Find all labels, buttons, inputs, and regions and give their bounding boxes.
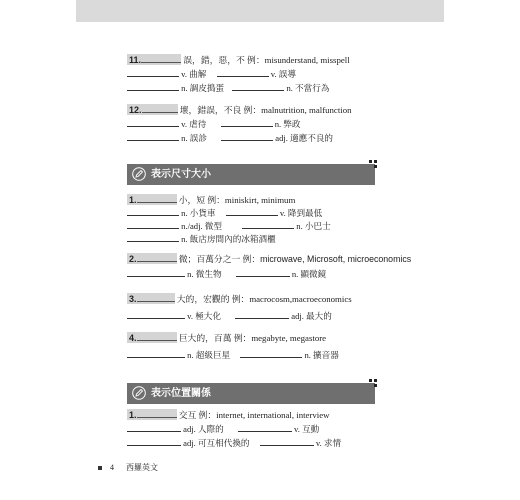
prefix-number: 1. xyxy=(127,194,177,205)
prefix-example: 例：miniskirt, minimum xyxy=(207,195,296,205)
prefix-number: 12. xyxy=(127,104,178,115)
exercise-line: n. 超級巨星 n. 擴音器 xyxy=(127,349,339,360)
answer-blank[interactable] xyxy=(127,268,185,277)
exercise-line: adj. 人際的 v. 互動 xyxy=(127,423,319,434)
prefix-heading-4 xyxy=(127,332,326,343)
answer-blank[interactable] xyxy=(127,437,181,446)
page-number: 4 xyxy=(110,463,114,472)
exercise-line: adj. 可互相代換的 v. 求情 xyxy=(127,437,341,448)
answer-blank[interactable] xyxy=(260,437,314,446)
prefix-example: 例：internet, international, interview xyxy=(198,410,330,420)
prefix-meaning: 大的，宏觀的 xyxy=(176,294,230,304)
prefix-heading-inter xyxy=(127,409,329,420)
answer-blank[interactable] xyxy=(238,423,292,432)
prefix-example: 例：macrocosm,macroeconomics xyxy=(231,294,352,304)
prefix-example: 例：malnutrition, malfunction xyxy=(243,105,352,115)
prefix-example: 例：megabyte, megastore xyxy=(233,333,327,343)
prefix-meaning: 壞，錯誤，不良 xyxy=(179,105,242,115)
answer-blank[interactable] xyxy=(236,268,290,277)
prefix-meaning: 誤，錯，惡，不 xyxy=(183,55,245,65)
exercise-line: v. 曲解 v. 誤導 xyxy=(127,68,296,79)
prefix-number: 1. xyxy=(127,409,177,420)
answer-blank[interactable] xyxy=(127,310,185,319)
answer-blank[interactable] xyxy=(127,68,179,77)
page-footer xyxy=(98,462,158,473)
answer-blank[interactable] xyxy=(221,118,273,127)
prefix-meaning: 小，短 xyxy=(178,195,206,205)
pencil-icon xyxy=(132,167,146,181)
answer-blank[interactable] xyxy=(127,220,179,229)
prefix-heading-2 xyxy=(127,253,411,264)
exercise-line: n. 調皮搗蛋 n. 不當行為 xyxy=(127,82,329,93)
exercise-line: n. 飯店房間內的冰箱酒櫃 xyxy=(127,233,276,244)
corner-decoration xyxy=(369,160,379,170)
answer-blank[interactable] xyxy=(127,118,179,127)
prefix-example: 例：misunderstand, misspell xyxy=(247,55,350,65)
bullet-icon xyxy=(98,466,102,470)
answer-blank[interactable] xyxy=(127,82,179,91)
answer-blank[interactable] xyxy=(240,349,302,358)
pencil-icon xyxy=(132,386,146,400)
prefix-number: 2. xyxy=(127,253,177,264)
answer-blank[interactable] xyxy=(127,207,179,216)
prefix-number: 4. xyxy=(127,332,177,343)
exercise-line: n. 微生物 n. 顯微鏡 xyxy=(127,268,326,279)
answer-blank[interactable] xyxy=(242,220,294,229)
answer-blank[interactable] xyxy=(232,82,284,91)
prefix-heading-12 xyxy=(127,104,352,115)
section-header-position xyxy=(127,383,375,404)
answer-blank[interactable] xyxy=(226,207,278,216)
prefix-heading-3 xyxy=(127,293,352,304)
exercise-line: n. 誤診 adj. 適應不良的 xyxy=(127,132,333,143)
prefix-heading-1 xyxy=(127,194,295,205)
book-title: 西羅英文 xyxy=(126,463,158,472)
answer-blank[interactable] xyxy=(127,423,181,432)
prefix-number: 11. xyxy=(127,54,181,65)
section-header-size xyxy=(127,164,375,185)
prefix-example: 例：microwave, Microsoft, microeconomics xyxy=(242,254,412,264)
answer-blank[interactable] xyxy=(235,310,289,319)
section-title: 表示位置關係 xyxy=(151,388,211,399)
exercise-line: n./adj. 微型 n. 小巴士 xyxy=(127,220,331,231)
answer-blank[interactable] xyxy=(127,132,179,141)
section-title: 表示尺寸大小 xyxy=(151,169,211,180)
answer-blank[interactable] xyxy=(217,68,269,77)
answer-blank[interactable] xyxy=(221,132,273,141)
corner-decoration xyxy=(369,379,379,389)
prefix-number: 3. xyxy=(127,293,175,304)
prefix-meaning: 交互 xyxy=(178,410,197,420)
answer-blank[interactable] xyxy=(127,233,179,242)
exercise-line: v. 虐待 n. 弊政 xyxy=(127,118,301,129)
prefix-meaning: 巨大的，百萬 xyxy=(178,333,232,343)
prefix-heading-11 xyxy=(127,54,350,65)
top-banner xyxy=(76,0,444,22)
prefix-meaning: 微；百萬分之一 xyxy=(178,254,241,264)
exercise-line: v. 極大化 adj. 最大的 xyxy=(127,310,332,321)
exercise-line: n. 小貨車 v. 降到最低 xyxy=(127,207,322,218)
answer-blank[interactable] xyxy=(127,349,185,358)
